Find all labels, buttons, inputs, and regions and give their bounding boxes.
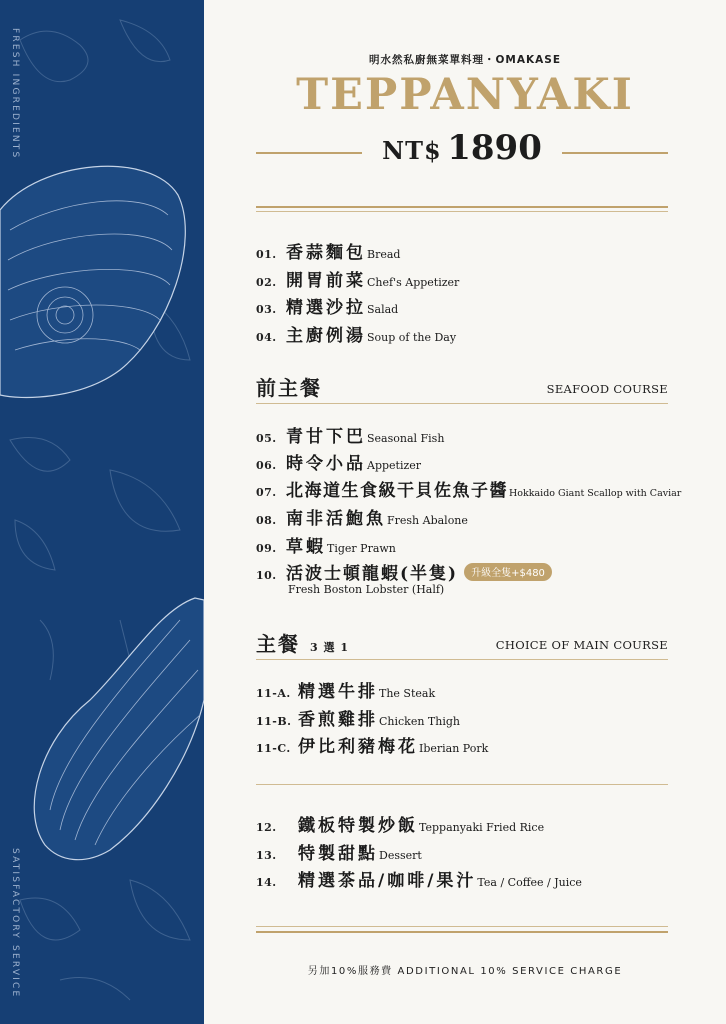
menu-item <box>256 811 544 837</box>
item-name-en: Chef's Appetizer <box>367 276 460 289</box>
seafood-illustration <box>0 0 204 1024</box>
item-name-zh: 時令小品 <box>286 454 366 474</box>
restaurant-subtitle: 明水然私廚無菜單料理・OMAKASE <box>369 54 561 66</box>
section-title-zh: 前主餐 <box>256 376 322 400</box>
item-number: 06. <box>256 459 277 472</box>
set-price <box>256 128 668 168</box>
menu-item <box>256 422 444 448</box>
menu-content <box>204 0 726 1024</box>
item-name-zh: 青甘下巴 <box>286 427 366 447</box>
menu-title: TEPPANYAKI <box>296 70 634 120</box>
item-name-en: Bread <box>367 248 401 261</box>
item-name-zh: 精選牛排 <box>298 682 378 702</box>
item-name-zh: 精選沙拉 <box>286 298 366 318</box>
item-number: 09. <box>256 542 277 555</box>
item-name-zh: 鐵板特製炒飯 <box>298 816 418 836</box>
menu-item <box>256 266 459 292</box>
item-name-en: Dessert <box>379 849 422 862</box>
item-number: 11-C. <box>256 742 291 755</box>
divider <box>256 926 668 927</box>
menu-item <box>256 532 396 558</box>
section-title-en: CHOICE OF MAIN COURSE <box>495 638 668 652</box>
menu-item <box>256 732 488 758</box>
menu-item <box>256 839 422 865</box>
item-name-en: Soup of the Day <box>367 331 457 344</box>
menu-item <box>256 705 460 731</box>
menu-item <box>256 293 398 319</box>
item-number: 10. <box>256 569 277 582</box>
item-number: 14. <box>256 876 277 889</box>
section-header-seafood <box>256 372 668 400</box>
item-number: 03. <box>256 303 277 316</box>
divider <box>256 206 668 208</box>
item-name-en: Fresh Boston Lobster (Half) <box>288 583 445 596</box>
section-header-main <box>256 628 668 656</box>
item-name-zh: 伊比利豬梅花 <box>298 737 418 757</box>
item-name-zh: 南非活鮑魚 <box>286 509 386 529</box>
item-name-zh: 開胃前菜 <box>286 271 366 291</box>
sidebar-bottom-text: SATISFACTORY SERVICE <box>10 848 20 999</box>
item-number: 02. <box>256 276 277 289</box>
item-number: 12. <box>256 821 277 834</box>
price-amount: 1890 <box>447 128 542 168</box>
item-number: 11-B. <box>256 715 292 728</box>
item-number: 08. <box>256 514 277 527</box>
item-name-en: Tiger Prawn <box>327 542 396 555</box>
item-name-en: Tea / Coffee / Juice <box>477 876 582 889</box>
item-name-zh: 主廚例湯 <box>286 326 366 346</box>
price-row <box>256 128 668 176</box>
item-name-en: Chicken Thigh <box>379 715 461 728</box>
item-number: 11-A. <box>256 687 291 700</box>
menu-item <box>256 504 468 530</box>
menu-item <box>256 677 435 703</box>
item-name-zh: 香煎雞排 <box>298 710 378 730</box>
item-number: 05. <box>256 432 277 445</box>
divider <box>256 403 668 404</box>
item-name-en: Fresh Abalone <box>387 514 468 527</box>
menu-item <box>256 449 421 475</box>
item-name-zh: 活波士頓龍蝦(半隻) <box>286 564 459 584</box>
item-name-zh: 精選茶品/咖啡/果汁 <box>298 871 477 891</box>
menu-item <box>256 321 456 347</box>
divider <box>256 931 668 933</box>
item-number: 04. <box>256 331 277 344</box>
item-name-zh: 特製甜點 <box>298 844 378 864</box>
item-number: 01. <box>256 248 277 261</box>
item-name-en: Hokkaido Giant Scallop with Caviar <box>509 488 682 499</box>
price-currency: NT$ <box>382 136 442 165</box>
menu-item <box>256 866 582 892</box>
section-title-zh: 主餐 <box>256 632 300 656</box>
item-name-en: Seasonal Fish <box>367 432 445 445</box>
divider <box>256 784 668 785</box>
item-name-en: Teppanyaki Fried Rice <box>419 821 545 834</box>
item-name-en: Salad <box>367 303 399 316</box>
divider <box>256 211 668 212</box>
section-note: 3 選 1 <box>310 641 349 654</box>
item-name-zh: 草蝦 <box>286 537 326 557</box>
upgrade-badge: 升級全隻+$480 <box>464 563 552 581</box>
item-name-en: The Steak <box>379 687 436 700</box>
service-charge-note: 另加10%服務費 ADDITIONAL 10% SERVICE CHARGE <box>307 966 623 977</box>
menu-item <box>256 238 400 264</box>
item-number: 13. <box>256 849 277 862</box>
sidebar-top-text: FRESH INGREDIENTS <box>10 28 20 160</box>
item-name-zh: 北海道生食級干貝佐魚子醬 <box>286 481 508 501</box>
menu-item <box>256 559 552 585</box>
divider <box>256 659 668 660</box>
menu-item <box>256 476 681 502</box>
item-number: 07. <box>256 486 277 499</box>
item-name-zh: 香蒜麵包 <box>286 243 366 263</box>
section-title-en: SEAFOOD COURSE <box>546 382 668 396</box>
item-name-en: Appetizer <box>367 459 422 472</box>
decorative-sidebar <box>0 0 204 1024</box>
item-name-en: Iberian Pork <box>419 742 489 755</box>
